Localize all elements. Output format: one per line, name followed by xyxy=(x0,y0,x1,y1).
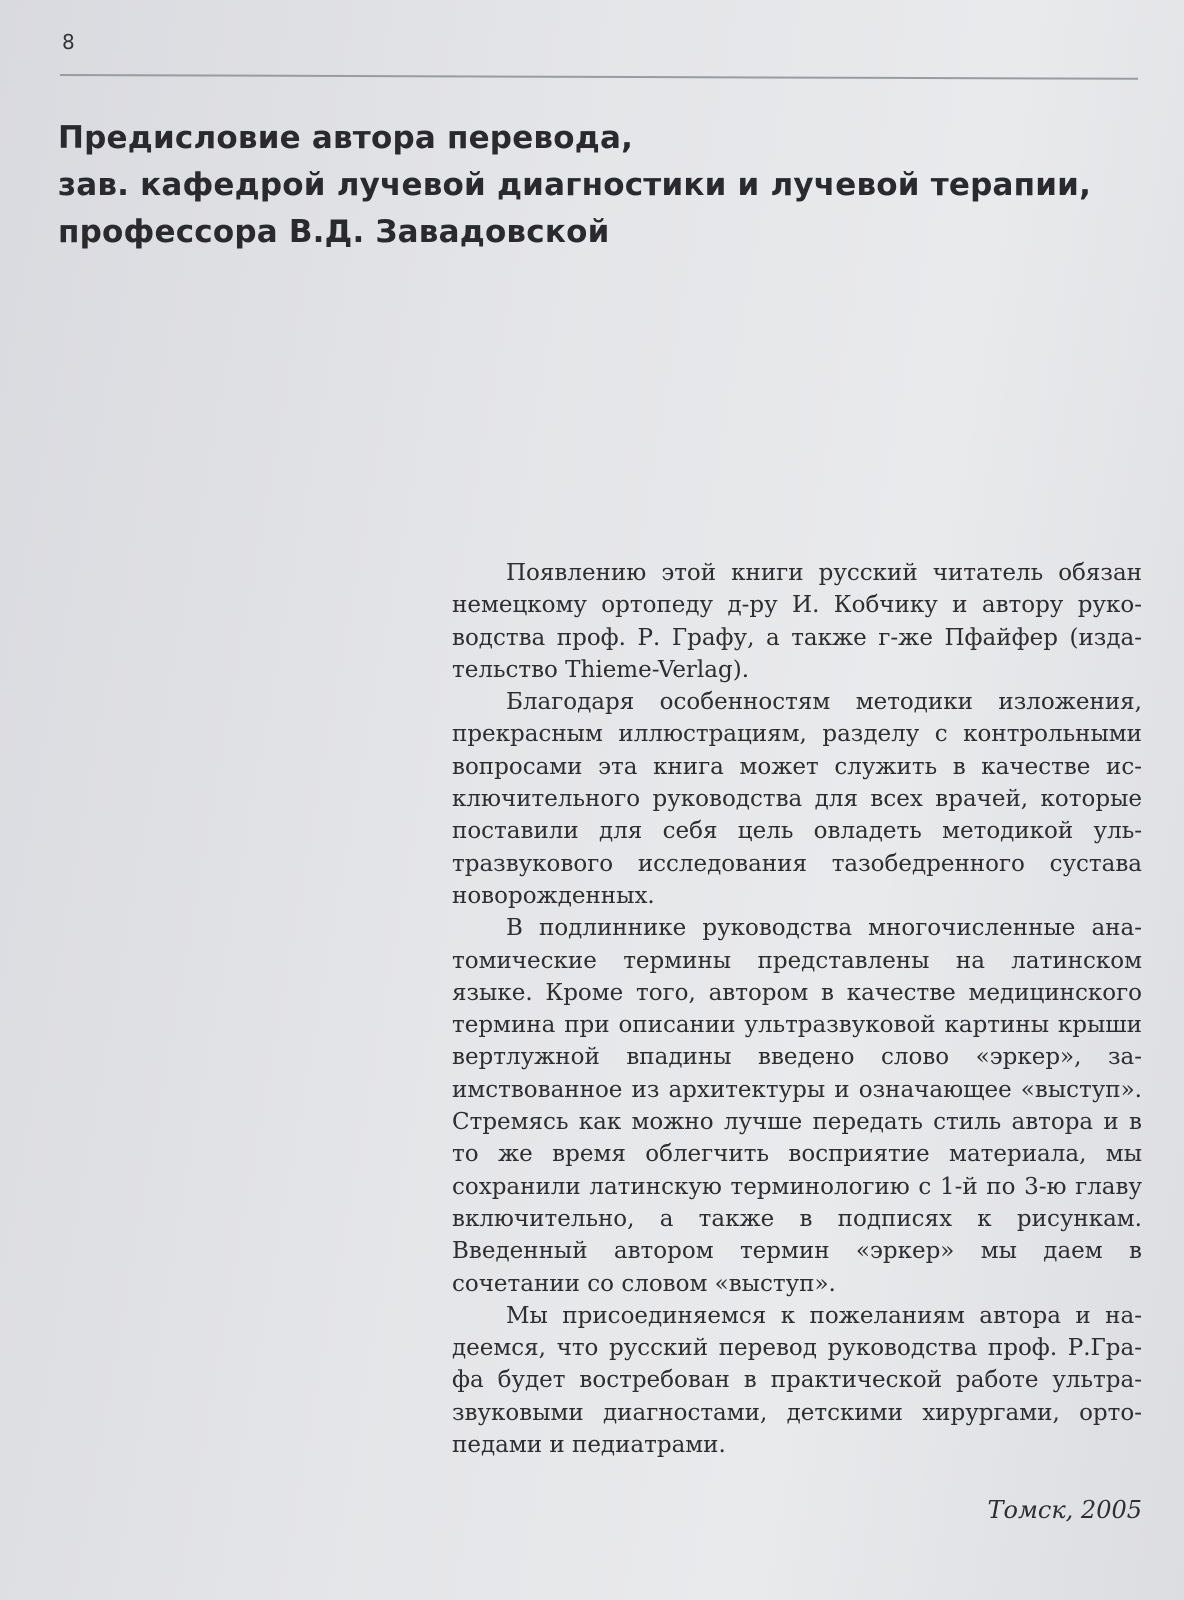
page-title xyxy=(58,115,1158,256)
page-number: 8 xyxy=(62,30,75,54)
paragraph-2: Благодаря особенностям методики изложения, прекрасным иллюстрациям, разделу с контрольными вопросами эта книга может служить в качестве исключительного руководства для всех врачей, которые поставили для себя цель овладеть методикой ультразвукового исследования тазобедренного сустава новорожденных. xyxy=(452,689,1142,909)
header-rule xyxy=(60,74,1138,80)
paragraph-3: В подлиннике руководства многочисленные анатомические термины представлены на латинском языке. Кроме того, автором в качестве медицинского термина при описании ультразвуковой картины крыши вертлужной впадины введено слово «эркер», заимствованное из архитектуры и означающее «выступ». Стремясь как можно лучше передать стиль автора и в то же время облегчить восприятие материала, мы сохранили латинскую терминологию с 1-й по 3-ю главу включительно, а также в подписях к рисункам. Введенный автором термин «эркер» мы даем в сочетании со словом «выступ». xyxy=(452,915,1142,1297)
paragraph-4: Мы присоединяемся к пожеланиям автора и надеемся, что русский перевод руководства проф. Р.Графа будет востребован в практической работе ультразвуковыми диагностами, детскими хирургами, ортопедами и педиатрами. xyxy=(452,1302,1142,1459)
title-line-3: профессора В.Д. Завадовской xyxy=(58,214,610,250)
title-line-2: зав. кафедрой лучевой диагностики и лучевой терапии, xyxy=(58,167,1092,203)
place-date-signature: Томск, 2005 xyxy=(987,1496,1142,1524)
paragraph-1: Появлению этой книги русский читатель обязан немецкому ортопеду д-ру И. Кобчику и автору руководства проф. Р. Графу, а также г-же Пфайфер (издательство Thieme-Verlag). xyxy=(452,560,1142,683)
title-line-1: Предисловие автора перевода, xyxy=(58,120,634,156)
body-text xyxy=(452,557,1142,1461)
